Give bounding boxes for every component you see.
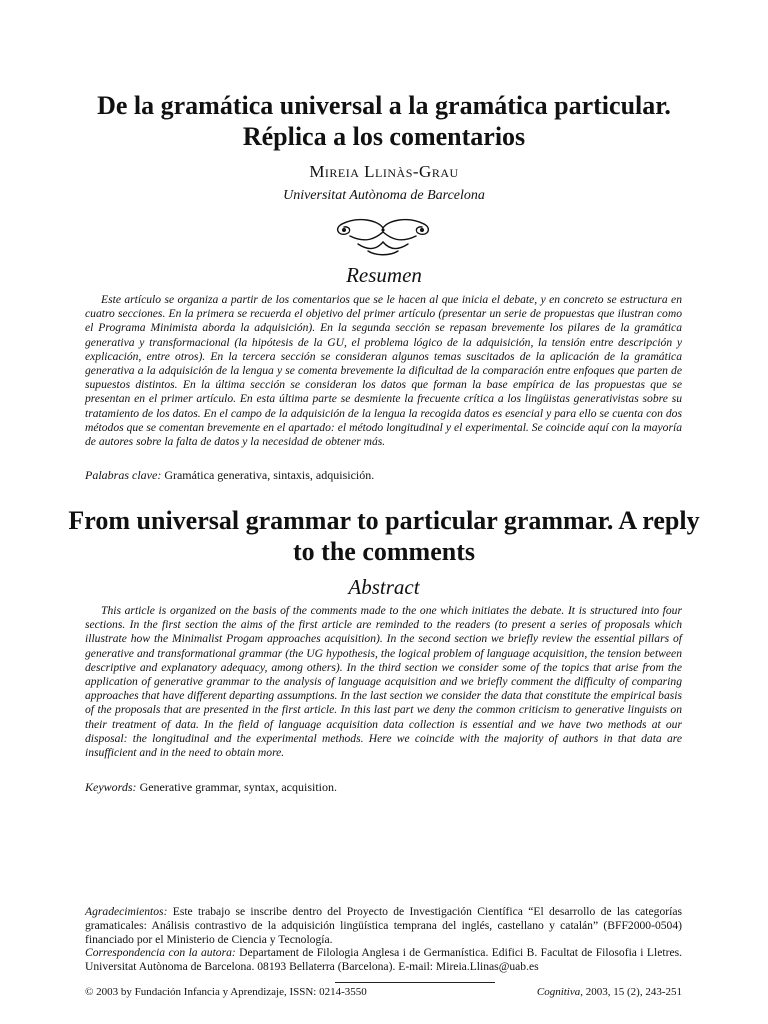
palabras-clave (85, 468, 682, 482)
resumen-paragraph: Este artículo se organiza a partir de los comentarios que se le hacen al que inicia el debate, y en concreto se estructura en cuatro secciones. En la primera se recuerda el objetivo del primer artículo (presentar un serie de propuestas que ilustran como el Programa Minimista aborda la adquisición). En la segunda sección se repasan brevemente los pilares de la gramática generativa y transformacional (la hipótesis de la GU, el problema lógico de la adquisición, la tensión entre descripción y explicación, entre otros). En la tercera sección se consideran algunos temas suscitados de la aplicación de la gramática generativa a la adquisición de la lengua y se comenta brevemente la dificultad de la comparación entre enfoques que parten de supuestos distintos. En la última sección se consideran los datos que forman la base empírica de las propuestas que se presentan en el primer artículo. En esta última parte se desmiente la frecuente crítica a los lingüistas generativistas sobre su tratamiento de los datos. En el campo de la adquisición de la lengua la recogida datos es esencial y para ello se cuenta con dos métodos que se comentan brevemente en el apartado: el método longitudinal y el experimental. Se coincide aquí con la mayoría de autores sobre la falta de datos y la necesidad de obtener más. (85, 293, 682, 449)
footnotes (85, 905, 682, 974)
correspondence-text: Departament de Filologia Anglesa i de Germanística. Edifici B. Facultat de Filosofia i Lletres. Universitat Autònoma de Barcelona. 08193 Bellaterra (Barcelona). E-mail: Mireia.Llinas@uab.es (85, 946, 682, 974)
ornament-flourish-icon (328, 214, 438, 258)
author-affiliation: Universitat Autònoma de Barcelona (283, 188, 485, 203)
citation-details: , 2003, 15 (2), 243-251 (580, 986, 682, 998)
spanish-title: De la gramática universal a la gramática particular. Réplica a los comentarios (97, 91, 671, 151)
english-title: From universal grammar to particular grammar. A reply to the comments (68, 506, 700, 566)
abstract-paragraph: This article is organized on the basis of the comments made to the one which initiates the debate. It is structured into four sections. In the first section the aims of the first article are reminded to the readers (to present a series of proposals which illustrate how the Minimalist Progam approaches acquisition). In the second section we briefly review the essential pillars of generative and transformational grammar (the UG hypothesis, the logical problem of language acquisition, the tension between descriptive and explanatory adequacy, among others). In the third section we consider some of the topics that arise from the application of generative grammar to the analysis of language acquisition and we briefly comment the difficulty of comparing approaches that have different departing assumptions. In the last section we consider the data that constitute the empirical basis of the proposals that are presented in the first article. In this last part we deny the common criticism to generative linguists on their treatment of data. In the field of language acquisition data collection is essential and we have two methods at our disposal: the longitudinal and the experimental methods. Here we coincide with the majority of authors in that data are insufficient and in the need to obtain more. (85, 604, 682, 760)
keywords-label: Keywords: (85, 780, 137, 794)
footer-rule (335, 982, 495, 983)
acknowledgements-label: Agradecimientos: (85, 905, 168, 918)
keywords (85, 780, 682, 794)
abstract-heading: Abstract (348, 575, 420, 599)
correspondence-label: Correspondencia con la autora: (85, 946, 236, 960)
palabras-clave-text: Gramática generativa, sintaxis, adquisición. (164, 468, 375, 482)
journal-citation (537, 986, 682, 998)
journal-name: Cognitiva (536, 986, 581, 998)
palabras-clave-label: Palabras clave: (85, 468, 162, 482)
acknowledgements-text: Este trabajo se inscribe dentro del Proyecto de Investigación Científica “El desarrollo de las categorías gramaticales: Análisis contrastivo de la adquisición lingüística temprana del inglés, castellano y catalán” (BFF2000-0504) financiado por el Ministerio de Ciencia y Tecnología. (85, 905, 682, 946)
resumen-heading: Resumen (346, 263, 422, 287)
keywords-text: Generative grammar, syntax, acquisition. (139, 780, 338, 794)
author-name: Mireia Llinàs-Grau (309, 162, 459, 181)
copyright-notice: © 2003 by Fundación Infancia y Aprendizaje, ISSN: 0214-3550 (85, 986, 367, 998)
